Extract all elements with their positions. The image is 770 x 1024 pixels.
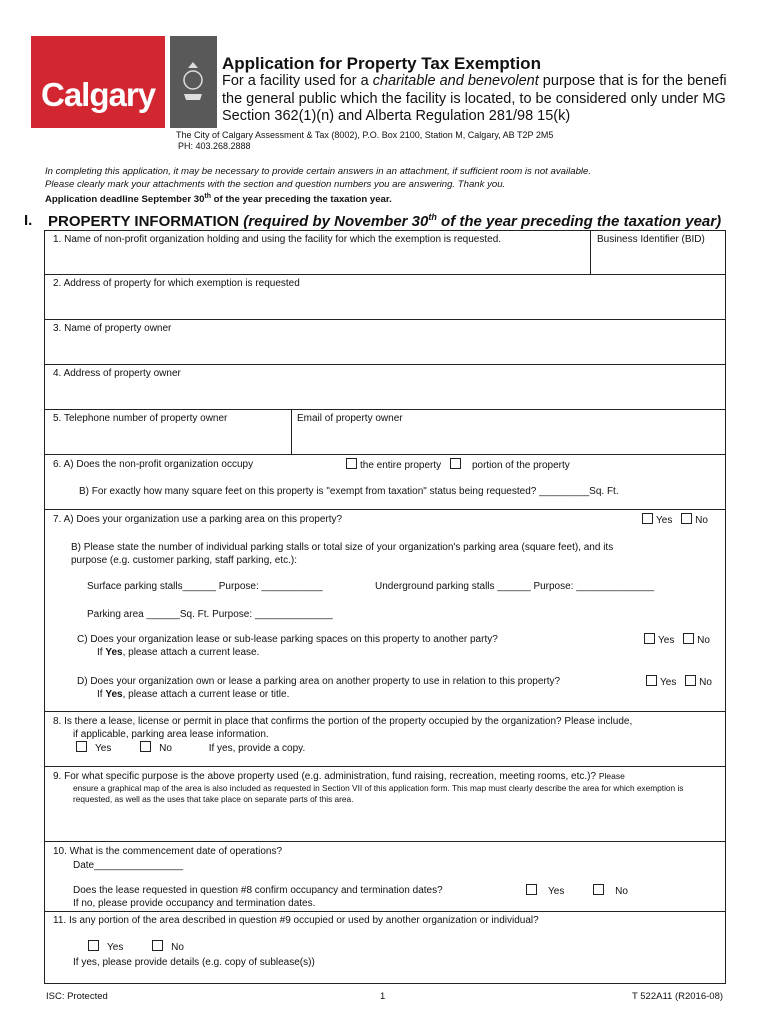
logo-text: Calgary: [41, 76, 156, 113]
entire-property-label: the entire property: [360, 460, 442, 471]
q10-date-field[interactable]: Date________________: [73, 860, 184, 871]
parking-area-field[interactable]: Parking area ______Sq. Ft. Purpose: ______________: [87, 609, 333, 620]
section-number: I.: [24, 212, 33, 229]
note-sup: th: [428, 212, 437, 222]
section-title: [48, 212, 721, 230]
subtitle-italic: charitable and benevolent: [372, 73, 539, 89]
owner-email-input[interactable]: [297, 426, 717, 451]
yes-label: Yes: [660, 677, 677, 688]
q10-options: [523, 884, 628, 898]
q8-line: if applicable, parking area lease information.: [73, 729, 269, 740]
q7d-note: [77, 688, 560, 701]
q7d-label: [77, 675, 560, 701]
subtitle-line: Section 362(1)(n) and Alberta Regulation 281/98 15(k): [222, 108, 571, 124]
no-label: No: [159, 743, 172, 754]
q11-no-checkbox[interactable]: [152, 940, 163, 951]
q8-yes-checkbox[interactable]: [76, 741, 87, 752]
deadline-text: of the year preceding the taxation year.: [211, 194, 392, 206]
q7c-no-checkbox[interactable]: [683, 633, 694, 644]
no-label: No: [697, 635, 710, 646]
intro-text: [45, 166, 591, 207]
q6a-options: [343, 458, 570, 472]
form-title: Application for Property Tax Exemption: [222, 54, 541, 73]
note-bold: Yes: [105, 689, 123, 700]
q9-please: Please: [598, 771, 625, 781]
subtitle-line: the general public which the facility is located, to be considered only under MG: [222, 90, 726, 107]
q7b-label: [71, 541, 613, 567]
q11-note: If yes, please provide details (e.g. copy of sublease(s)): [73, 957, 315, 968]
owner-name-input[interactable]: [53, 336, 718, 361]
q7a-options: [639, 513, 708, 527]
contact-address: [176, 130, 553, 152]
yes-label: Yes: [548, 886, 565, 897]
subtitle-part: purpose that is for the benefi: [538, 73, 727, 89]
calgary-logo: [31, 36, 165, 128]
portion-property-label: portion of the property: [471, 460, 570, 471]
deadline-text: Application deadline September 30: [45, 194, 205, 206]
note-text: (required by November 30: [239, 213, 429, 230]
no-label: No: [699, 677, 712, 688]
intro-line: In completing this application, it may be necessary to provide certain answers in an attachment, if sufficient room is not available.: [45, 166, 592, 177]
yes-label: Yes: [95, 743, 112, 754]
address-line: The City of Calgary Assessment & Tax (8002), P.O. Box 2100, Station M, Calgary, AB T2P 2M5: [176, 130, 554, 140]
q9-label: [53, 770, 625, 783]
q7c-label: [77, 633, 498, 659]
q8-note: If yes, provide a copy.: [208, 743, 306, 754]
q10-label: 10. What is the commencement date of operations?: [53, 846, 283, 857]
intro-line: Please clearly mark your attachments with the section and question numbers you are answering. Thank you.: [45, 178, 506, 190]
q7a-no-checkbox[interactable]: [681, 513, 692, 524]
note-text: , please attach a current lease.: [122, 647, 260, 658]
q8-line: 8. Is there a lease, license or permit in place that confirms the portion of the property occupied by the organization? Please include,: [53, 716, 633, 727]
org-name-input[interactable]: [53, 247, 583, 271]
underground-parking-field[interactable]: Underground parking stalls ______ Purpose: ______________: [375, 581, 655, 592]
form-code: T 522A11 (R2016-08): [632, 991, 724, 1002]
note-text: If: [97, 689, 106, 700]
q5-label: 5. Telephone number of property owner: [53, 413, 228, 424]
q5-email-label: Email of property owner: [297, 413, 403, 424]
bid-input[interactable]: [597, 247, 722, 271]
surface-parking-field[interactable]: Surface parking stalls______ Purpose: ___________: [87, 581, 323, 592]
q7c-line: C) Does your organization lease or sub-lease parking spaces on this property to another party?: [77, 634, 498, 645]
q9-text: 9. For what specific purpose is the above property used (e.g. administration, fund raising, recreation, meeting rooms, etc.)?: [53, 771, 597, 782]
q10-note: If no, please provide occupancy and termination dates.: [73, 898, 316, 909]
q11-options: [85, 940, 184, 954]
q1-label: 1. Name of non-profit organization holding and using the facility for which the exemption is requested.: [53, 234, 502, 245]
footer-classification: ISC: Protected: [46, 991, 108, 1002]
q7c-note: [77, 646, 498, 659]
q7b-line: purpose (e.g. customer parking, staff parking, etc.):: [71, 555, 298, 566]
q8-label: [53, 715, 632, 755]
no-label: No: [171, 942, 184, 953]
q1-bid-label: Business Identifier (BID): [597, 234, 705, 245]
q7d-line: D) Does your organization own or lease a parking area on another property to use in relation to this property?: [77, 676, 561, 687]
owner-address-input[interactable]: [53, 381, 718, 406]
note-bold: Yes: [105, 647, 123, 658]
q11-yes-checkbox[interactable]: [88, 940, 99, 951]
property-address-input[interactable]: [53, 291, 718, 316]
yes-label: Yes: [107, 942, 124, 953]
subtitle-part: For a facility used for a: [222, 73, 373, 89]
owner-phone-input[interactable]: [53, 426, 283, 451]
portion-property-checkbox[interactable]: [450, 458, 461, 469]
q11-label: 11. Is any portion of the area described in question #9 occupied or used by another organization or individual?: [53, 915, 539, 926]
q8-no-checkbox[interactable]: [140, 741, 151, 752]
q10-yes-checkbox[interactable]: [526, 884, 537, 895]
q7c-yes-checkbox[interactable]: [644, 633, 655, 644]
q10-lease-question: Does the lease requested in question #8 confirm occupancy and termination dates?: [73, 885, 443, 896]
q7d-yes-checkbox[interactable]: [646, 675, 657, 686]
q7d-no-checkbox[interactable]: [685, 675, 696, 686]
q7b-line: B) Please state the number of individual parking stalls or total size of your organization's parking area (square feet), and its: [71, 542, 614, 553]
no-label: No: [615, 886, 628, 897]
q7a-yes-checkbox[interactable]: [642, 513, 653, 524]
q10-no-checkbox[interactable]: [593, 884, 604, 895]
no-label: No: [695, 515, 708, 526]
q9-note: ensure a graphical map of the area is also included as requested in Section VII of this application form. This map must clearly describe the area for which exemption is requested, as well as the uses that take place on separate parts of this area.: [73, 783, 684, 804]
note-text: If: [97, 647, 106, 658]
q7a-label: 7. A) Does your organization use a parking area on this property?: [53, 514, 343, 525]
deadline-note: [45, 191, 591, 207]
q9-purpose-input[interactable]: [53, 807, 718, 837]
q4-label: 4. Address of property owner: [53, 368, 181, 379]
entire-property-checkbox[interactable]: [346, 458, 357, 469]
section-note: [239, 213, 721, 230]
yes-label: Yes: [656, 515, 673, 526]
page-number: 1: [380, 991, 386, 1002]
yes-label: Yes: [658, 635, 675, 646]
form-subtitle: [222, 73, 762, 126]
q7c-options: [641, 633, 710, 647]
crest-icon: [170, 36, 217, 128]
note-text: of the year preceding the taxation year): [436, 213, 722, 230]
q2-label: 2. Address of property for which exemption is requested: [53, 278, 300, 289]
deadline-sup: th: [204, 193, 212, 200]
section-title-text: PROPERTY INFORMATION: [48, 213, 240, 230]
q6a-label: 6. A) Does the non-profit organization occupy: [53, 459, 254, 470]
q3-label: 3. Name of property owner: [53, 323, 172, 334]
phone-line: PH: 403.268.2888: [178, 141, 251, 151]
q6b-label: B) For exactly how many square feet on this property is "exempt from taxation" status being requested? _________Sq. Ft.: [79, 486, 619, 497]
note-text: , please attach a current lease or title.: [122, 689, 290, 700]
property-info-form: [44, 230, 726, 984]
q8-options: [53, 741, 632, 755]
q7d-options: [643, 675, 712, 689]
